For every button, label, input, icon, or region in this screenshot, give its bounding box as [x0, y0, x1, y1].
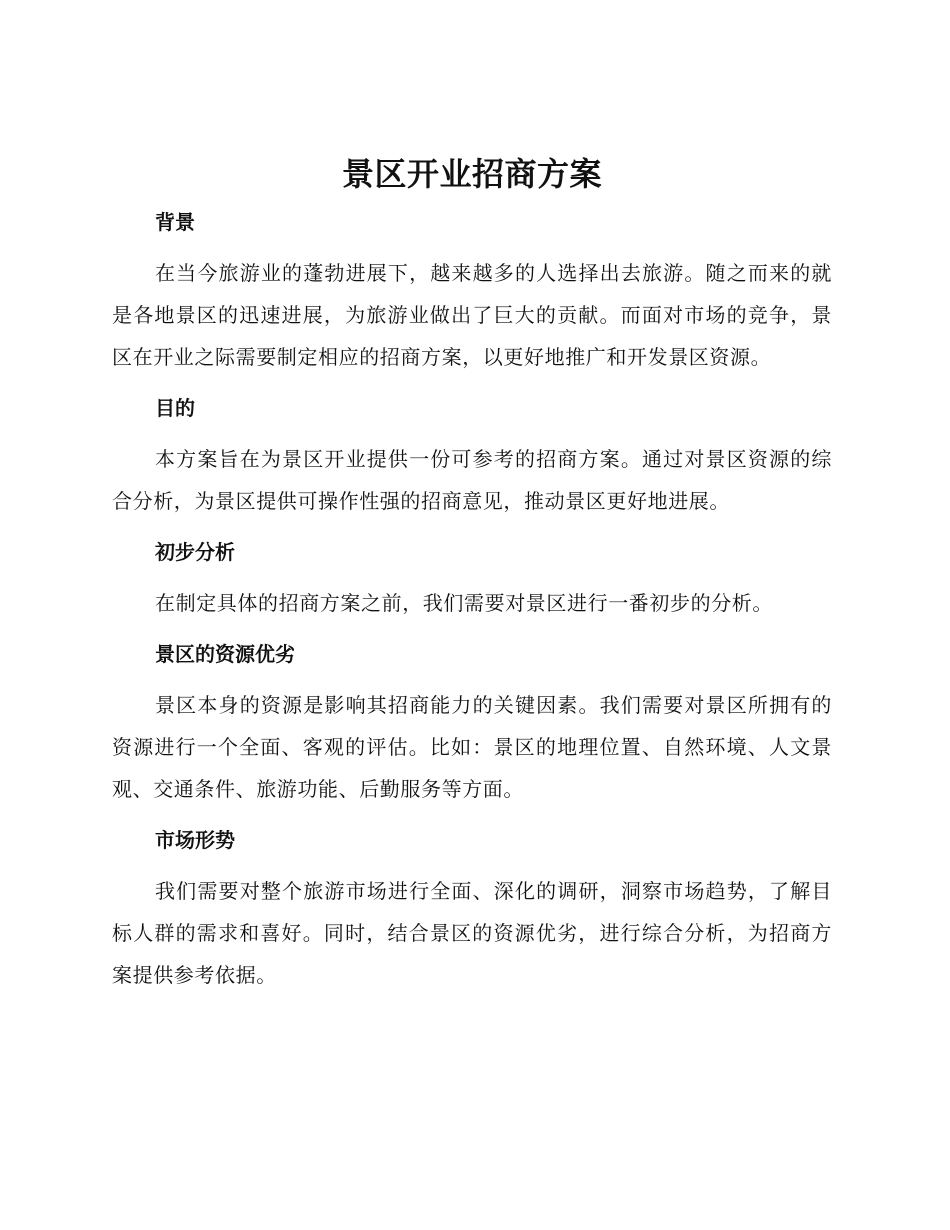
section-heading-market-situation: 市场形势 [155, 828, 235, 852]
paragraph-background: 在当今旅游业的蓬勃进展下，越来越多的人选择出去旅游。随之而来的就是各地景区的迅速进展，为旅游业做出了巨大的贡献。而面对市场的竞争，景区在开业之际需要制定相应的招商方案，以更好地推广和开发景区资源。 [112, 261, 832, 369]
paragraph-purpose: 本方案旨在为景区开业提供一份可参考的招商方案。通过对景区资源的综合分析，为景区提供可操作性强的招商意见，推动景区更好地进展。 [112, 447, 832, 513]
section-heading-preliminary-analysis: 初步分析 [155, 540, 235, 564]
paragraph-market-situation: 我们需要对整个旅游市场进行全面、深化的调研，洞察市场趋势，了解目标人群的需求和喜好。同时，结合景区的资源优劣，进行综合分析，为招商方案提供参考依据。 [112, 879, 832, 987]
document-title: 景区开业招商方案 [341, 155, 602, 193]
document-page [112, 148, 832, 1008]
section-heading-resource-strengths: 景区的资源优劣 [155, 642, 295, 666]
section-heading-purpose: 目的 [155, 396, 195, 420]
paragraph-preliminary-analysis: 在制定具体的招商方案之前，我们需要对景区进行一番初步的分析。 [155, 591, 773, 615]
paragraph-resource-strengths: 景区本身的资源是影响其招商能力的关键因素。我们需要对景区所拥有的资源进行一个全面、客观的评估。比如：景区的地理位置、自然环境、人文景观、交通条件、旅游功能、后勤服务等方面。 [112, 693, 832, 801]
section-heading-background: 背景 [155, 210, 195, 234]
